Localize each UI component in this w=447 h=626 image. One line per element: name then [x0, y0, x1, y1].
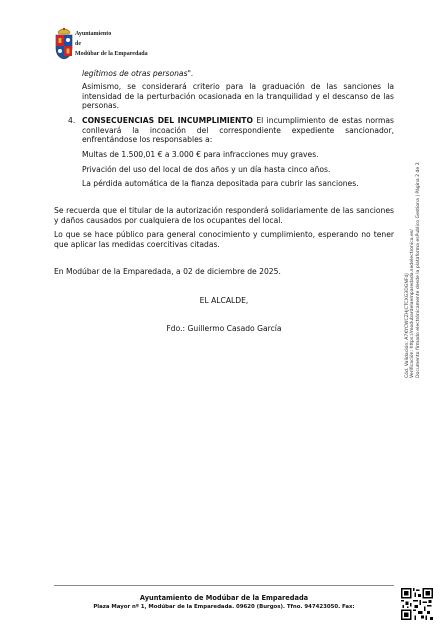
footer-title: Ayuntamiento de Modúbar de la Emparedada [139, 594, 309, 602]
paragraph-asimismo: Asimismo, se considerará criterio para la graduación de las sanciones la intensidad de la perturbación ocasionada en la tranquilidad y el descanso de las personas. [82, 82, 394, 111]
verification-sidebar [405, 162, 429, 378]
signer-title: EL ALCALDE, [199, 296, 249, 305]
organization-name [75, 29, 148, 59]
continuation-text: legítimos de otras personas". [82, 69, 194, 78]
footer-address: Plaza Mayor nº 1, Modúbar de la Emparedada. 09620 (Burgos). Tfno. 947423050. Fax: [93, 604, 355, 610]
org-line-3: Modúbar de la Emparedada [75, 51, 148, 57]
item-4-paragraph [82, 116, 394, 145]
sanction-fine: Multas de 1.500,01 € a 3.000 € para infracciones muy graves. [82, 150, 319, 159]
verification-url[interactable]: Verificación: https://modubardelaemparedada.sedelectronica.es/ [410, 229, 416, 378]
paragraph-recuerda: Se recuerda que el titular de la autorización responderá solidariamente de las sanciones y daños causados por cualquiera de los ocupantes del local. [54, 206, 394, 225]
date-place: En Modúbar de la Emparedada, a 02 de diciembre de 2025. [54, 267, 281, 276]
sanction-deposit-loss: La pérdida automática de la fianza depositada para cubrir las sanciones. [82, 179, 359, 188]
paragraph-publico: Lo que se hace público para general conocimiento y cumplimiento, esperando no tener que aplicar las medidas coercitivas citadas. [54, 230, 394, 249]
item-4-number: 4. [68, 116, 76, 125]
org-line-1: Ayuntamiento [75, 31, 112, 37]
item-4-text: El incumplimiento de estas normas conllevará la incoación del correspondiente expediente sancionador, enfrentándose los responsables a: [82, 116, 394, 145]
municipal-coat-of-arms [54, 26, 74, 60]
org-line-2: de [75, 41, 81, 47]
qr-code [401, 588, 433, 620]
signature-line: Fdo.: Guillermo Casado García [166, 324, 282, 333]
footer-divider [54, 585, 394, 586]
sanction-privation: Privación del uso del local de dos años y un día hasta cinco años. [82, 165, 331, 174]
item-4-heading: CONSECUENCIAS DEL INCUMPLIMIENTO [82, 116, 253, 125]
signature-notice: Documento firmado electrónicamente desde la plataforma esPublico Gestiona | Página 2 de 2 [415, 162, 421, 378]
validation-code: Cód. Validación: A7KYCWCZHJCTCXG3DGNF4J [405, 273, 410, 378]
